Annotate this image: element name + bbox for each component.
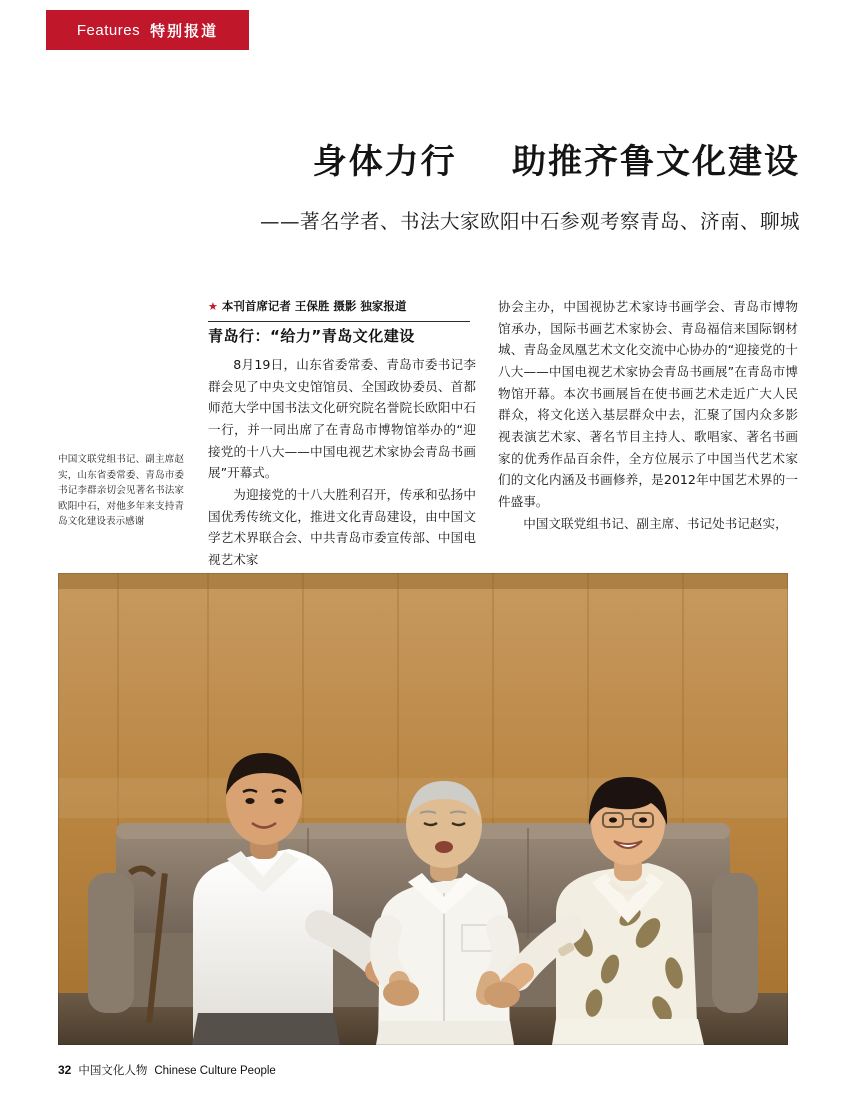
paragraph: 中国文联党组书记、副主席、书记处书记赵实， bbox=[523, 515, 788, 531]
paragraph: 协会主办，中国视协艺术家诗书画学会、青岛市博物馆承办，国际书画艺术家协会、青岛福信来国际钢材城、青岛金凤凰艺术文化交流中心协办的“迎接党的十八大——中国电视艺术家协会青岛书画展”在青岛市博物馆开幕。本次书画展旨在使书画艺术走近广大人民群众，将文化送入基层群众中去，汇聚了国内众多影视表演艺术家、著名节目主持人、歌唱家、著名书画家的优秀作品百余件，全方位展示了中国当代艺术家们的文化内涵及书画修养，是2012年中国艺术界的一件盛事。 bbox=[498, 299, 798, 509]
title-block bbox=[190, 140, 800, 234]
publication-name-cn: 中国文化人物 bbox=[78, 1063, 148, 1077]
page-title: 身体力行 助推齐鲁文化建设 bbox=[312, 142, 800, 182]
page-footer bbox=[58, 1062, 276, 1078]
section-tag-features bbox=[46, 10, 249, 50]
body-column-right bbox=[498, 296, 798, 534]
page-subtitle: ——著名学者、书法大家欧阳中石参观考察青岛、济南、聊城 bbox=[259, 210, 800, 234]
byline bbox=[208, 298, 470, 322]
section-heading: 青岛行：“给力”青岛文化建设 bbox=[208, 327, 415, 345]
article-photo bbox=[58, 573, 788, 1045]
paragraph: 8月19日，山东省委常委、青岛市委书记李群会见了中央文史馆馆员、全国政协委员、首都师范大学中国书法文化研究院名誉院长欧阳中石一行，并一同出席了在青岛市博物馆举办的“迎接党的十八大——中国电视艺术家协会青岛书画展”开幕式。 bbox=[208, 357, 476, 481]
body-column-left bbox=[208, 354, 476, 571]
page-number: 32 bbox=[58, 1063, 72, 1077]
section-tag-label-en: Features bbox=[76, 21, 141, 39]
publication-name-en: Chinese Culture People bbox=[154, 1065, 276, 1077]
photo-illustration bbox=[58, 573, 788, 1045]
paragraph: 为迎接党的十八大胜利召开，传承和弘扬中国优秀传统文化，推进文化青岛建设，由中国文学艺术界联合会、中共青岛市委宣传部、中国电视艺术家 bbox=[208, 486, 476, 567]
byline-text: 本刊首席记者 王保胜 摄影 独家报道 bbox=[221, 299, 407, 313]
section-tag-label-cn: 特别报道 bbox=[150, 21, 219, 40]
star-icon: ★ bbox=[208, 299, 218, 313]
photo-caption: 中国文联党组书记、副主席赵实，山东省委常委、青岛市委书记李群亲切会见著名书法家欧阳中石，对他多年来支持青岛文化建设表示感谢 bbox=[58, 454, 184, 528]
